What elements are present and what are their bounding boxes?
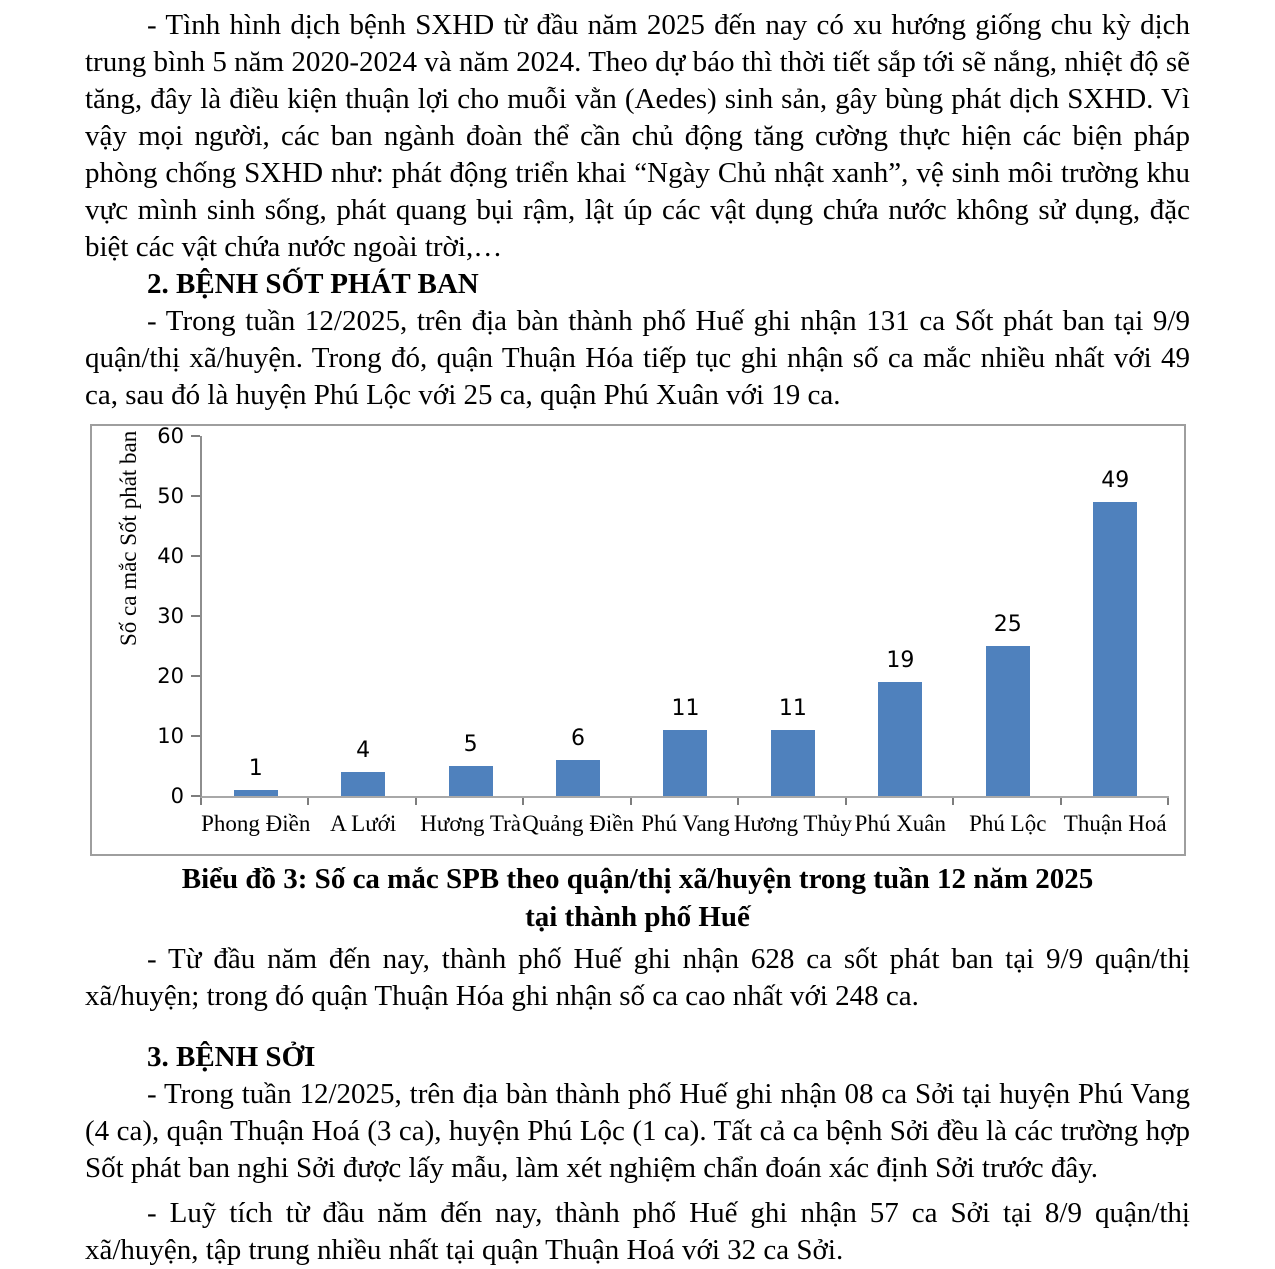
y-tick-mark xyxy=(191,615,200,617)
x-tick-mark xyxy=(415,798,417,805)
chart-caption-line2: tại thành phố Huế xyxy=(525,901,750,933)
bar-value-label: 49 xyxy=(1101,468,1130,493)
y-tick-mark xyxy=(191,495,200,497)
chart-slot xyxy=(522,436,634,836)
bar-value-label: 5 xyxy=(463,732,478,757)
x-tick-mark xyxy=(1060,798,1062,805)
chart-bars xyxy=(201,436,1169,836)
y-tick-label: 60 xyxy=(157,424,184,448)
x-tick-mark xyxy=(522,798,524,805)
y-tick-mark xyxy=(191,735,200,737)
chart-y-axis-title: Số ca mắc Sốt phát ban xyxy=(116,430,141,646)
bar-value-label: 6 xyxy=(571,726,586,751)
chart-plot-area xyxy=(200,436,1169,836)
bar xyxy=(556,760,600,796)
category-label: Hương Trà xyxy=(420,811,521,836)
y-tick-mark xyxy=(191,795,200,797)
paragraph-soi-week: - Trong tuần 12/2025, trên địa bàn thành phố Huế ghi nhận 08 ca Sởi tại huyện Phú Vang (4 ca), quận Thuận Hoá (3 ca), huyện Phú Lộc (1 ca). Tất cả ca bệnh Sởi đều là các trường hợp Sốt phát ban nghi Sởi được lấy mẫu, làm xét nghiệm chẩn đoán xác định Sởi trước đây. xyxy=(85,1078,1190,1184)
y-tick-label: 20 xyxy=(157,664,184,688)
x-tick-mark xyxy=(307,798,309,805)
chart-slot xyxy=(309,436,416,836)
category-label: Phú Xuân xyxy=(854,811,947,836)
bar xyxy=(771,730,815,796)
bar xyxy=(449,766,493,796)
category-label: A Lưới xyxy=(330,811,397,836)
chart-slot xyxy=(632,436,739,836)
bar xyxy=(878,682,922,796)
x-tick-mark xyxy=(200,798,202,805)
category-label: Phú Lộc xyxy=(969,811,1047,836)
category-label: Phong Điền xyxy=(201,811,311,836)
x-tick-mark xyxy=(845,798,847,805)
category-label: Phú Vang xyxy=(641,811,730,836)
chart-slot xyxy=(201,436,311,836)
y-tick-label: 30 xyxy=(157,604,184,628)
section-heading-soi: 3. BỆNH SỞI xyxy=(147,1041,316,1073)
bar xyxy=(234,790,278,796)
y-tick-mark xyxy=(191,555,200,557)
x-tick-mark xyxy=(1167,798,1169,805)
chart-slot xyxy=(847,436,954,836)
category-label: Quảng Điền xyxy=(522,811,634,836)
bar-value-label: 19 xyxy=(886,648,915,673)
spb-bar-chart xyxy=(90,424,1186,856)
chart-slot xyxy=(417,436,524,836)
paragraph-soi-ytd: - Luỹ tích từ đầu năm đến nay, thành phố Huế ghi nhận 57 ca Sởi tại 8/9 quận/thị xã/huyện, tập trung nhiều nhất tại quận Thuận Hoá với 32 ca Sởi. xyxy=(85,1197,1190,1266)
bar-value-label: 4 xyxy=(356,738,371,763)
paragraph-sxhd-forecast: - Tình hình dịch bệnh SXHD từ đầu năm 2025 đến nay có xu hướng giống chu kỳ dịch trung bình 5 năm 2020-2024 và năm 2024. Theo dự báo thì thời tiết sắp tới sẽ nắng, nhiệt độ sẽ tăng, đây là điều kiện thuận lợi cho muỗi vằn (Aedes) sinh sản, gây bùng phát dịch SXHD. Vì vậy mọi người, các ban ngành đoàn thể cần chủ động tăng cường thực hiện các biện pháp phòng chống SXHD như: phát động triển khai “Ngày Chủ nhật xanh”, vệ sinh môi trường khu vực mình sinh sống, phát quang bụi rậm, lật úp các vật dụng chứa nước không sử dụng, đặc biệt các vật chứa nước ngoài trời,… xyxy=(85,9,1190,263)
bar xyxy=(986,646,1030,796)
y-tick-mark xyxy=(191,675,200,677)
y-tick-label: 40 xyxy=(157,544,184,568)
bar-value-label: 11 xyxy=(671,696,700,721)
y-tick-label: 50 xyxy=(157,484,184,508)
bar-value-label: 1 xyxy=(248,756,263,781)
category-label: Thuận Hoá xyxy=(1063,811,1167,836)
chart-slot xyxy=(733,436,852,836)
bar xyxy=(1093,502,1137,796)
chart-slot xyxy=(1062,436,1169,836)
bar-value-label: 25 xyxy=(993,612,1022,637)
y-tick-label: 10 xyxy=(157,724,184,748)
paragraph-spb-week: - Trong tuần 12/2025, trên địa bàn thành phố Huế ghi nhận 131 ca Sốt phát ban tại 9/9 quận/thị xã/huyện. Trong đó, quận Thuận Hóa tiếp tục ghi nhận số ca mắc nhiều nhất với 49 ca, sau đó là huyện Phú Lộc với 25 ca, quận Phú Xuân với 19 ca. xyxy=(85,305,1190,411)
x-tick-mark xyxy=(630,798,632,805)
chart-slot xyxy=(954,436,1061,836)
x-tick-mark xyxy=(952,798,954,805)
section-heading-sot-phat-ban: 2. BỆNH SỐT PHÁT BAN xyxy=(147,268,479,300)
category-label: Hương Thủy xyxy=(733,811,852,836)
y-tick-mark xyxy=(191,435,200,437)
y-tick-label: 0 xyxy=(170,784,184,808)
paragraph-spb-ytd: - Từ đầu năm đến nay, thành phố Huế ghi nhận 628 ca sốt phát ban tại 9/9 quận/thị xã/huyện; trong đó quận Thuận Hóa ghi nhận số ca cao nhất với 248 ca. xyxy=(85,943,1190,1012)
chart-caption-line1: Biểu đồ 3: Số ca mắc SPB theo quận/thị xã/huyện trong tuần 12 năm 2025 xyxy=(181,863,1094,895)
x-tick-mark xyxy=(737,798,739,805)
bar xyxy=(341,772,385,796)
bar xyxy=(663,730,707,796)
bar-value-label: 11 xyxy=(778,696,807,721)
